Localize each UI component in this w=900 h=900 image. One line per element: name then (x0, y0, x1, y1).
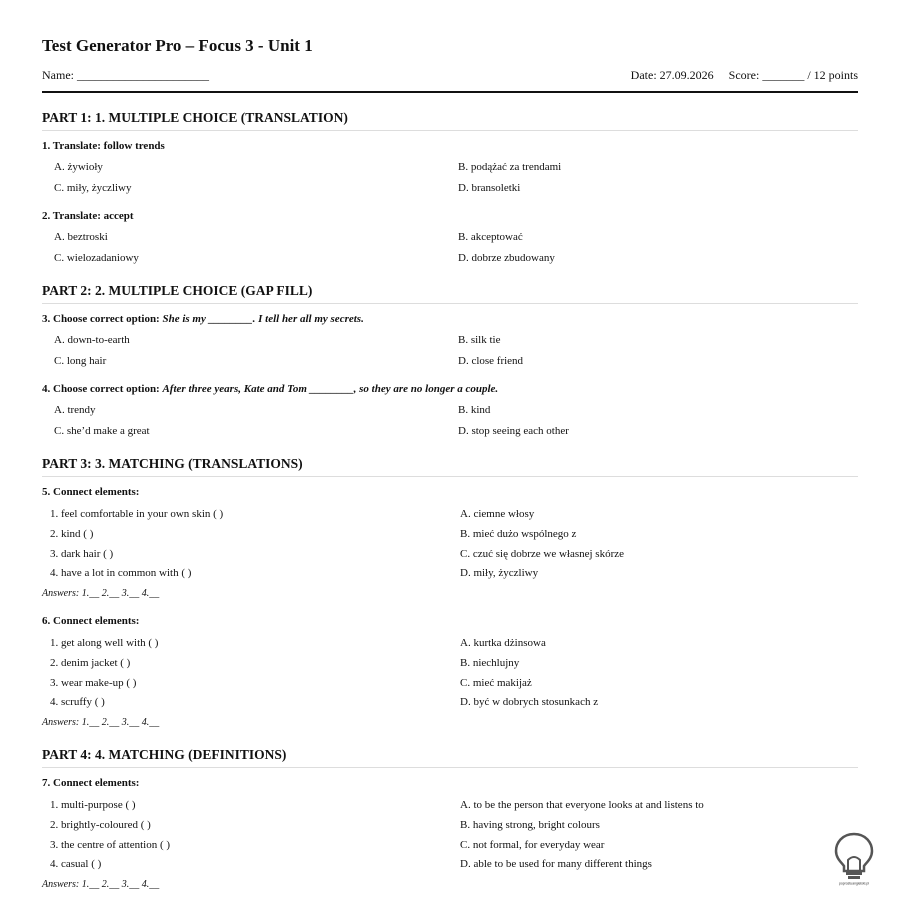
name-field[interactable]: Name: ______________________ (42, 68, 209, 82)
date-label: Date: 27.09.2026 (630, 68, 714, 82)
q1-option-b[interactable]: B. podążać za trendami (458, 161, 562, 173)
q4-option-c[interactable]: C. she’d make a great (54, 425, 150, 437)
q3-option-d[interactable]: D. close friend (458, 355, 524, 367)
question-2-label: 2. Translate: accept (42, 210, 134, 222)
q5-right-b[interactable]: B. mieć dużo wspólnego z (460, 528, 577, 540)
q1-option-d[interactable]: D. bransoletki (458, 182, 521, 194)
part-2-title: PART 2: 2. MULTIPLE CHOICE (GAP FILL) (42, 283, 858, 304)
score-field[interactable]: Score: _______ / 12 points (728, 68, 858, 82)
question-1 (42, 140, 165, 152)
q1-option-a[interactable]: A. żywioły (54, 161, 103, 173)
q7-right-c[interactable]: C. not formal, for everyday wear (460, 839, 605, 851)
q6-right-c[interactable]: C. mieć makijaż (460, 677, 532, 689)
q5-left-2[interactable]: 2. kind ( ) (50, 528, 94, 540)
question-3-sentence: She is my ________. I tell her all my secrets. (162, 313, 364, 325)
q4-option-d[interactable]: D. stop seeing each other (458, 425, 569, 437)
q7-left-3[interactable]: 3. the centre of attention ( ) (50, 839, 171, 851)
q6-left-4[interactable]: 4. scruffy ( ) (50, 696, 105, 708)
q7-left-4[interactable]: 4. casual ( ) (50, 858, 102, 870)
logo-text: poprostuangielski.pl (839, 881, 869, 886)
part-4-title: PART 4: 4. MATCHING (DEFINITIONS) (42, 747, 858, 768)
part-3-title: PART 3: 3. MATCHING (TRANSLATIONS) (42, 456, 858, 477)
q2-option-c[interactable]: C. wielozadaniowy (54, 252, 139, 264)
question-4-sentence: After three years, Kate and Tom ________, so they are no longer a couple. (162, 383, 499, 395)
q7-answers[interactable]: Answers: 1.__ 2.__ 3.__ 4.__ (42, 879, 160, 890)
question-1-label: 1. Translate: follow trends (42, 140, 165, 152)
q2-option-a[interactable]: A. beztroski (54, 231, 108, 243)
q7-left-1[interactable]: 1. multi-purpose ( ) (50, 799, 136, 811)
header-row (42, 68, 858, 83)
q7-right-a[interactable]: A. to be the person that everyone looks at and listens to (460, 799, 704, 811)
q6-left-3[interactable]: 3. wear make-up ( ) (50, 677, 137, 689)
q5-right-d[interactable]: D. miły, życzliwy (460, 567, 539, 579)
q6-right-a[interactable]: A. kurtka dżinsowa (460, 637, 546, 649)
q3-option-a[interactable]: A. down-to-earth (54, 334, 130, 346)
q5-right-a[interactable]: A. ciemne włosy (460, 508, 535, 520)
lightbulb-icon (826, 830, 882, 886)
question-3 (42, 313, 364, 325)
q6-left-1[interactable]: 1. get along well with ( ) (50, 637, 159, 649)
q6-right-b[interactable]: B. niechlujny (460, 657, 520, 669)
q2-option-b[interactable]: B. akceptować (458, 231, 523, 243)
q6-left-2[interactable]: 2. denim jacket ( ) (50, 657, 131, 669)
question-6-label: 6. Connect elements: (42, 615, 140, 627)
header-right (619, 68, 858, 83)
q5-left-4[interactable]: 4. have a lot in common with ( ) (50, 567, 192, 579)
q3-option-c[interactable]: C. long hair (54, 355, 107, 367)
question-5-label: 5. Connect elements: (42, 486, 140, 498)
q4-option-b[interactable]: B. kind (458, 404, 491, 416)
q6-answers[interactable]: Answers: 1.__ 2.__ 3.__ 4.__ (42, 717, 160, 728)
header-divider (42, 91, 858, 93)
page-title: Test Generator Pro – Focus 3 - Unit 1 (42, 36, 313, 55)
question-3-label: 3. Choose correct option: (42, 313, 163, 325)
question-4 (42, 383, 498, 395)
question-7-label: 7. Connect elements: (42, 777, 140, 789)
part-1-title: PART 1: 1. MULTIPLE CHOICE (TRANSLATION) (42, 110, 858, 131)
q1-option-c[interactable]: C. miły, życzliwy (54, 182, 132, 194)
q5-answers[interactable]: Answers: 1.__ 2.__ 3.__ 4.__ (42, 588, 160, 599)
question-2 (42, 210, 134, 222)
q4-option-a[interactable]: A. trendy (54, 404, 96, 416)
q7-right-b[interactable]: B. having strong, bright colours (460, 819, 600, 831)
q7-left-2[interactable]: 2. brightly-coloured ( ) (50, 819, 151, 831)
q5-right-c[interactable]: C. czuć się dobrze we własnej skórze (460, 548, 625, 560)
q5-left-3[interactable]: 3. dark hair ( ) (50, 548, 114, 560)
question-4-label: 4. Choose correct option: (42, 383, 163, 395)
q5-left-1[interactable]: 1. feel comfortable in your own skin ( ) (50, 508, 224, 520)
q3-option-b[interactable]: B. silk tie (458, 334, 501, 346)
q2-option-d[interactable]: D. dobrze zbudowany (458, 252, 555, 264)
q7-right-d[interactable]: D. able to be used for many different things (460, 858, 652, 870)
q6-right-d[interactable]: D. być w dobrych stosunkach z (460, 696, 599, 708)
